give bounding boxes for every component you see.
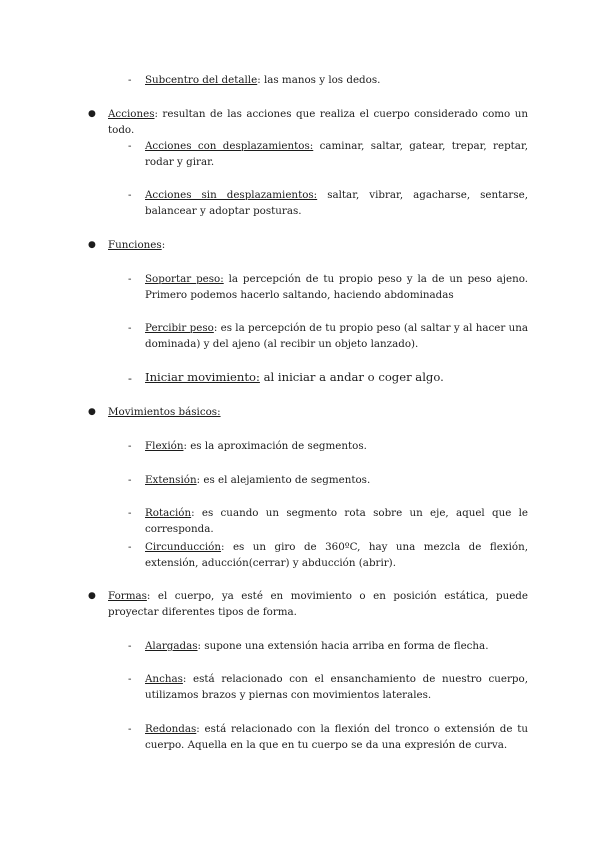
list-item-percibir-peso (145, 320, 528, 352)
list-item-redondas (145, 721, 528, 753)
item-text: caminar, saltar, gatear, trepar, reptar, rodar y girar. (145, 140, 529, 168)
bullet-marker: ● (88, 109, 96, 119)
dash-marker: - (128, 507, 132, 519)
item-text: : está relacionado con el ensanchamiento de nuestro cuerpo, utilizamos brazos y piernas con movimientos laterales. (145, 673, 528, 701)
item-text: saltar, vibrar, agacharse, sentarse, balancear y adoptar posturas. (145, 189, 528, 217)
item-text: : es el alejamiento de segmentos. (196, 474, 371, 486)
item-term: Percibir peso (145, 322, 214, 334)
dash-marker: - (128, 640, 132, 652)
item-term: Alargadas (145, 640, 198, 652)
list-item-acciones-con-desplazamientos (145, 138, 528, 170)
item-term: Flexión (145, 440, 184, 452)
item-text: la percepción de tu propio peso y la de un peso ajeno. Primero podemos hacerlo saltando, haciendo abdominadas (145, 273, 528, 301)
item-term: Acciones con desplazamientos: (145, 140, 314, 152)
list-item-acciones-sin-desplazamientos (145, 187, 528, 219)
item-term: Soportar peso: (145, 273, 224, 285)
list-item-iniciar-movimiento (145, 369, 528, 385)
list-item-soportar-peso (145, 271, 528, 303)
bullet-marker: ● (88, 591, 96, 601)
item-term: Iniciar movimiento: (145, 370, 260, 384)
item-text: : es cuando un segmento rota sobre un eje, aquel que le corresponda. (145, 507, 528, 535)
item-text: : está relacionado con la flexión del tronco o extensión de tu cuerpo. Aquella en la que en tu cuerpo se da una expresión de curva. (145, 723, 528, 751)
item-term: Extensión (145, 474, 197, 486)
item-term: Funciones (108, 239, 162, 251)
dash-marker: - (128, 189, 132, 201)
item-term: Rotación (145, 507, 192, 519)
list-item-anchas (145, 671, 528, 703)
list-item-extension (145, 472, 528, 488)
item-term: Subcentro del detalle (145, 74, 258, 86)
bullet-marker: ● (88, 240, 96, 250)
dash-marker: - (128, 541, 132, 553)
item-term: Formas (108, 590, 147, 602)
dash-marker: - (128, 673, 132, 685)
item-text: : las manos y los dedos. (257, 74, 381, 86)
list-item-funciones (108, 237, 528, 253)
item-text: : supone una extensión hacia arriba en forma de flecha. (197, 640, 489, 652)
bullet-marker: ● (88, 407, 96, 417)
dash-marker: - (128, 474, 132, 486)
list-item-alargadas (145, 638, 528, 654)
dash-marker: - (128, 273, 132, 285)
item-term: Acciones (108, 108, 155, 120)
item-text: : (161, 239, 166, 251)
list-item-circunduccion (145, 539, 528, 571)
list-item-flexion (145, 438, 528, 454)
dash-marker: - (128, 140, 132, 152)
item-text: al iniciar a andar o coger algo. (259, 370, 444, 384)
list-item-subcentro-detalle (145, 72, 528, 88)
list-item-formas (108, 588, 528, 620)
dash-marker: - (128, 440, 132, 452)
dash-marker: - (128, 322, 132, 334)
dash-marker: - (128, 371, 132, 385)
list-item-movimientos-basicos (108, 404, 528, 420)
item-text: : es la aproximación de segmentos. (183, 440, 367, 452)
list-item-rotacion (145, 505, 528, 537)
item-term: Redondas (145, 723, 197, 735)
list-item-acciones (108, 106, 528, 138)
item-term: Anchas (145, 673, 183, 685)
dash-marker: - (128, 74, 132, 86)
item-term: Movimientos básicos: (108, 406, 221, 418)
item-text: : resultan de las acciones que realiza el cuerpo considerado como un todo. (108, 108, 528, 136)
item-text: : es la percepción de tu propio peso (al saltar y al hacer una dominada) y del ajeno (al recibir un objeto lanzado). (145, 322, 528, 350)
dash-marker: - (128, 723, 132, 735)
item-text: : es un giro de 360ºC, hay una mezcla de flexión, extensión, aducción(cerrar) y abducción (abrir). (145, 541, 528, 569)
item-text: : el cuerpo, ya esté en movimiento o en posición estática, puede proyectar diferentes tipos de forma. (108, 590, 528, 618)
item-term: Circunducción (145, 541, 222, 553)
item-term: Acciones sin desplazamientos: (145, 189, 318, 201)
